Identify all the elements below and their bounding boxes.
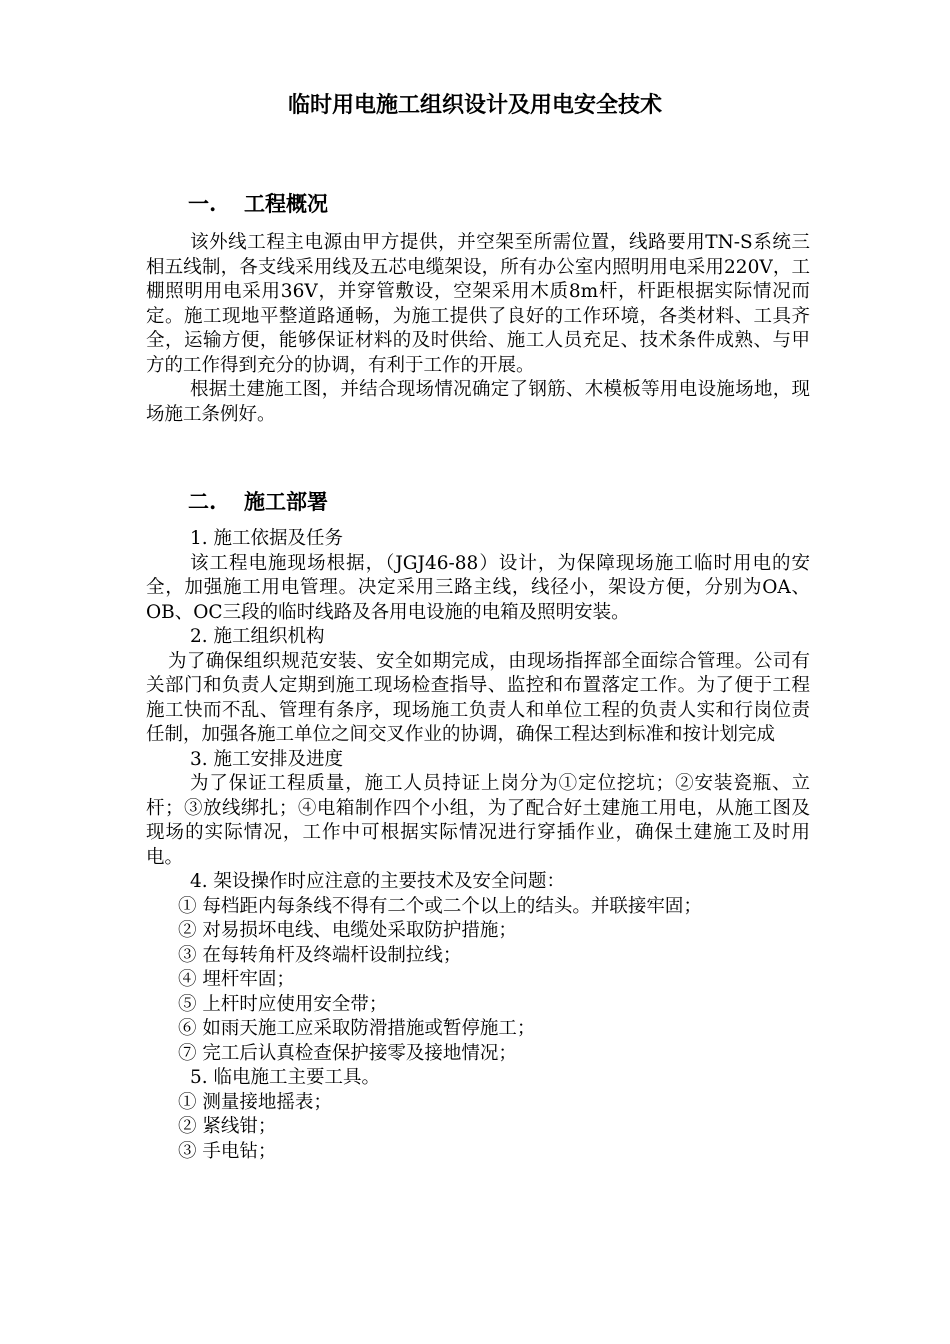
- list-item: ⑤ 上杆时应使用安全带；: [178, 993, 388, 1015]
- subsection-heading: 2. 施工组织机构: [190, 626, 325, 647]
- list-item: ⑦ 完工后认真检查保护接零及接地情况；: [178, 1042, 517, 1064]
- section-heading-overview: [188, 189, 328, 219]
- subsection-heading: 4. 架设操作时应注意的主要技术及安全问题：: [190, 871, 566, 892]
- list-item: ③ 在每转角杆及终端杆设制拉线；: [178, 944, 462, 966]
- subsection-heading: 1. 施工依据及任务: [190, 528, 344, 549]
- subsection-heading: 3. 施工安排及进度: [190, 748, 344, 770]
- section-heading-deployment: [188, 487, 328, 517]
- document-title: 临时用电施工组织设计及用电安全技术: [287, 92, 662, 118]
- section-number: 一.: [188, 191, 217, 216]
- section-title: 施工部署: [244, 489, 328, 514]
- paragraph: 该外线工程主电源由甲方提供，并空架至所需位置，线路要用TN-S系统三相五线制，各支线采用线及五芯电缆架设，所有办公室内照明用电采用220V，工棚照明用电采用36V，并穿管敷设，空架采用木质8m杆，杆距根据实际情况而定。施工现地平整道路通畅，为施工提供了良好的工作环境，各类材料、工具齐全，运输方便，能够保证材料的及时供给、施工人员充足、技术条件成熟、与甲方的工作得到充分的协调，有利于工作的开展。: [146, 232, 810, 376]
- list-item: ① 每档距内每条线不得有二个或二个以上的结头。并联接牢固；: [178, 895, 702, 917]
- list-item: ② 紧线钳；: [178, 1116, 277, 1137]
- section-overview-body: [146, 231, 810, 427]
- list-item: ③ 手电钻；: [178, 1140, 277, 1162]
- list-item: ② 对易损坏电线、电缆处采取防护措施；: [178, 920, 517, 941]
- paragraph: 为了保证工程质量，施工人员持证上岗分为①定位挖坑；②安装瓷瓶、立杆；③放线绑扎；④电箱制作四个小组，为了配合好土建施工用电，从施工图及现场的实际情况，工作中可根据实际情况进行穿插作业，确保土建施工及时用电。: [146, 773, 810, 868]
- list-item: ⑥ 如雨天施工应采取防滑措施或暂停施工；: [178, 1018, 536, 1039]
- section-number: 二.: [188, 489, 217, 514]
- paragraph: 根据土建施工图，并结合现场情况确定了钢筋、木模板等用电设施场地，现场施工条例好。: [146, 379, 810, 425]
- section-deployment-body: [146, 527, 810, 1164]
- paragraph: 该工程电施现场根据，（JGJ46-88）设计，为保障现场施工临时用电的安全，加强施工用电管理。决定采用三路主线，线径小，架设方便，分别为OA、OB、OC三段的临时线路及各用电设施的电箱及照明安装。: [146, 552, 810, 623]
- section-title: 工程概况: [244, 191, 328, 216]
- subsection-heading: 5. 临电施工主要工具。: [190, 1067, 381, 1088]
- list-item: ④ 埋杆牢固；: [178, 969, 295, 990]
- list-item: ① 测量接地摇表；: [178, 1091, 332, 1113]
- paragraph: 为了确保组织规范安装、安全如期完成，由现场指挥部全面综合管理。公司有关部门和负责人定期到施工现场检查指导、监控和布置落定工作。为了便于工程施工快而不乱、管理有条序，现场施工负责人和单位工程的负责人实和行岗位责任制，加强各施工单位之间交叉作业的协调，确保工程达到标准和按计划完成: [146, 650, 810, 745]
